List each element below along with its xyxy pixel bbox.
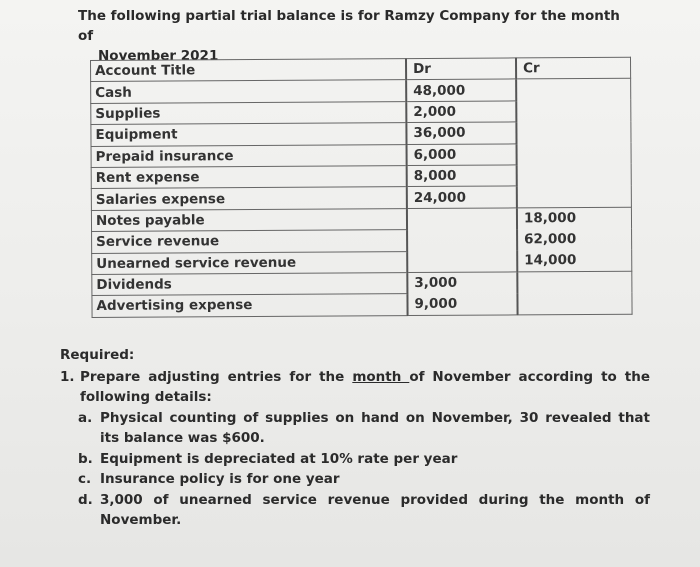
account-title-cell: Salaries expense [91,187,407,210]
table-row [92,228,632,253]
account-title-cell: Unearned service revenue [92,251,408,274]
detail-text: Insurance policy is for one year [100,471,340,487]
detail-letter: a. [78,409,93,426]
account-title-cell: Service revenue [92,230,408,253]
requirement-underlined-word: month [352,368,410,385]
required-section [60,345,650,531]
table-row [91,207,631,232]
account-title-cell: Rent expense [91,166,407,189]
intro-line-1: The following partial trial balance is for Ramzy Company for the month of [78,8,620,44]
dr-cell [407,208,517,230]
detail-item-a [78,408,650,449]
requirement-item-1 [60,367,650,408]
cr-cell [517,143,632,165]
account-title-cell: Advertising expense [92,294,408,317]
detail-text: Equipment is depreciated at 10% rate per year [100,450,458,467]
table-row [92,292,632,317]
intro-line-2: November 2021 [98,48,219,64]
header-account-title: Account Title [91,59,407,82]
trial-balance-table [90,57,633,318]
account-title-cell: Cash [91,80,407,103]
dr-cell: 3,000 [407,272,517,294]
dr-cell: 24,000 [407,186,517,208]
header-dr: Dr [406,58,516,80]
detail-letter: d. [78,491,93,508]
cr-cell: 18,000 [517,207,632,229]
cr-cell [516,79,631,101]
detail-item-b [78,449,650,470]
cr-cell [517,292,632,314]
cr-cell: 14,000 [517,250,632,272]
detail-item-c [78,469,650,490]
requirement-text-end: of November according to the following details: [80,368,651,405]
cr-cell [516,100,631,122]
detail-letter: c. [78,471,92,487]
cr-cell [517,186,632,208]
cr-cell [517,164,632,186]
dr-cell: 36,000 [406,122,516,144]
detail-letter: b. [78,450,93,467]
header-cr: Cr [516,57,631,79]
detail-text: Physical counting of supplies on hand on November, 30 revealed that its balance was $600. [100,409,650,446]
dr-cell: 9,000 [407,293,517,315]
account-title-cell: Prepaid insurance [91,144,407,167]
cr-cell [517,271,632,293]
account-title-cell: Notes payable [91,208,407,231]
dr-cell: 48,000 [406,79,516,101]
required-heading: Required: [60,347,135,363]
trial-balance-table-wrapper [90,57,633,318]
dr-cell: 2,000 [406,101,516,123]
dr-cell: 6,000 [407,143,517,165]
cr-cell: 62,000 [517,228,632,250]
cr-cell [516,121,631,143]
account-title-cell: Dividends [92,272,408,295]
detail-text: 3,000 of unearned service revenue provided during the month of November. [100,491,650,528]
account-title-cell: Supplies [91,101,407,124]
account-title-cell: Equipment [91,123,407,146]
dr-cell [407,229,517,251]
requirement-text-start: Prepare adjusting entries for the [80,368,353,385]
requirement-number: 1. [60,368,75,385]
detail-item-d [78,490,650,531]
dr-cell [407,250,517,272]
dr-cell: 8,000 [407,165,517,187]
requirement-text [80,367,650,408]
